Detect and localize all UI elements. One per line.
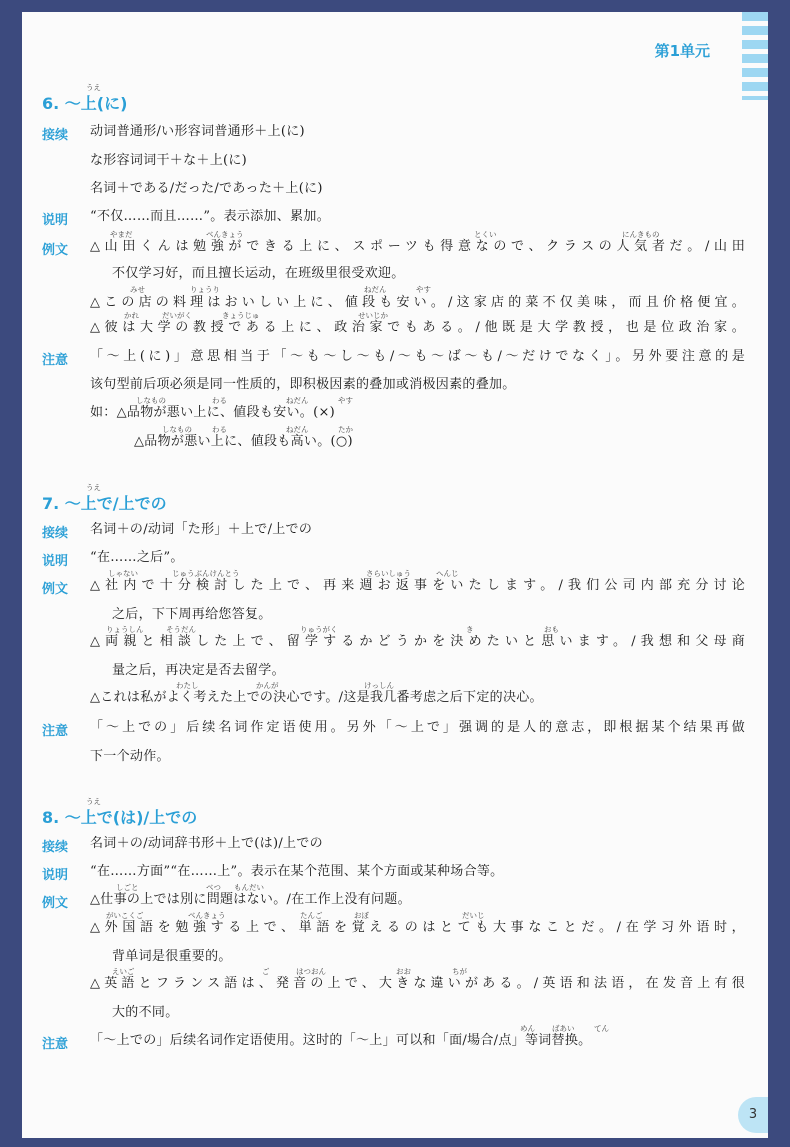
ruby: はつおん (296, 967, 326, 976)
ruby-title: うえ (86, 83, 101, 92)
ruby: しなもの (136, 396, 166, 405)
ruby: べんきょう (206, 230, 244, 239)
example-sentence: △仕事の上では別に問題はない。/在工作上没有问题。 (90, 892, 411, 907)
note-text: 「～上(に)」意思相当于「～も～し～も/～も～ば～も/～だけでなく」。另外要注意的是 (90, 349, 745, 364)
ruby: がいこくご (106, 911, 144, 920)
ruby: わたし (176, 681, 199, 690)
connection-line: な形容词词干＋な＋上(に) (90, 153, 248, 168)
explanation-text: “在……方面”“在……上”。表示在某个范围、某个方面或某种场合等。 (90, 864, 504, 879)
ruby: ねだん (364, 285, 387, 294)
ruby: わる (212, 396, 227, 405)
label-example: 例文 (42, 243, 69, 258)
example-sentence: △英語とフランス語は、発音の上で、大きな違いがある。/英语和法语，在发音上有很 (90, 976, 745, 991)
ruby: かれ (124, 311, 139, 320)
ruby: えいご (112, 967, 135, 976)
ruby: べつ (206, 883, 221, 892)
ruby: そうだん (166, 625, 196, 634)
example-translation: 背单词是很重要的。 (112, 949, 232, 964)
ruby: き (466, 625, 474, 634)
ruby: だいじ (462, 911, 485, 920)
ruby: めん (520, 1024, 535, 1033)
note-example-correct: △品物が悪い上に、値段も高い。(○) (134, 434, 353, 449)
note-text: 该句型前后项必须是同一性质的，即积极因素的叠加或消极因素的叠加。 (90, 377, 516, 392)
example-sentence: △彼は大学の教授である上に、政治家でもある。/他既是大学教授，也是位政治家。 (90, 320, 745, 335)
label-connection: 接续 (42, 128, 69, 143)
explanation-text: “在……之后”。 (90, 550, 184, 565)
note-example-wrong: 如：△品物が悪い上に、値段も安い。(×) (90, 405, 336, 420)
connection-line: 名词＋の/动词「た形」＋上で/上での (90, 522, 313, 537)
ruby: りゅうがく (300, 625, 338, 634)
ruby: しゃない (108, 569, 138, 578)
ruby: じゅうぶんけんとう (172, 569, 240, 578)
section-6-title: 6. ～上(に) (42, 94, 128, 113)
example-translation: 不仅学习好，而且擅长运动，在班级里很受欢迎。 (112, 266, 405, 281)
ruby: わる (212, 425, 227, 434)
ruby: かんが (256, 681, 279, 690)
note-text: 下一个动作。 (90, 749, 170, 764)
label-note: 注意 (42, 1037, 69, 1052)
connection-line: 名词＋である/だった/であった＋上(に) (90, 181, 323, 196)
ruby: とくい (474, 230, 497, 239)
connection-line: 动词普通形/い形容词普通形＋上(に) (90, 124, 305, 139)
example-translation: 之后，下下周再给您答复。 (112, 607, 272, 622)
label-explanation: 说明 (42, 554, 69, 569)
connection-line: 名词＋の/动词辞书形＋上で(は)/上での (90, 836, 323, 851)
ruby: さらいしゅう (366, 569, 411, 578)
example-sentence: △両親と相談した上で、留学するかどうかを決めたいと思います。/我想和父母商 (90, 634, 745, 649)
ruby: りょうり (190, 285, 220, 294)
label-connection: 接续 (42, 840, 69, 855)
ruby: たんご (300, 911, 323, 920)
example-sentence: △山田くんは勉強ができる上に、スポーツも得意なので、クラスの人気者だ。/山田 (90, 239, 745, 254)
explanation-text: “不仅……而且……”。表示添加、累加。 (90, 209, 330, 224)
ruby: ねだん (286, 425, 309, 434)
ruby: せいじか (358, 311, 388, 320)
example-sentence: △外国語を勉強する上で、単語を覚えるのはとても大事なことだ。/在学习外语时， (90, 920, 745, 935)
example-sentence: △これは私がよく考えた上での決心です。/这是我几番考虑之后下定的决心。 (90, 690, 543, 705)
label-note: 注意 (42, 724, 69, 739)
example-sentence: △社内で十分検討した上で、再来週お返事をいたします。/我们公司内部充分讨论 (90, 578, 745, 593)
ruby: おも (544, 625, 559, 634)
ruby-title: うえ (86, 797, 101, 806)
ruby: べんきょう (188, 911, 226, 920)
ruby: きょうじゅ (222, 311, 260, 320)
example-translation: 量之后，再决定是否去留学。 (112, 663, 285, 678)
ruby: たか (338, 425, 353, 434)
ruby: おぼ (354, 911, 369, 920)
ruby: しなもの (162, 425, 192, 434)
section-8-title: 8. ～上で(は)/上での (42, 808, 198, 827)
textbook-page (22, 12, 768, 1138)
example-translation: 大的不同。 (112, 1005, 179, 1020)
ruby: ねだん (286, 396, 309, 405)
ruby: しごと (116, 883, 139, 892)
example-sentence: △この店の料理はおいしい上に、値段も安い。/这家店的菜不仅美味，而且价格便宜。 (90, 295, 745, 310)
ruby: ちが (452, 967, 467, 976)
label-connection: 接续 (42, 526, 69, 541)
ruby: やす (416, 285, 431, 294)
ruby: もんだい (234, 883, 264, 892)
ruby: てん (594, 1024, 609, 1033)
page-number: 3 (738, 1097, 768, 1133)
label-example: 例文 (42, 582, 69, 597)
label-note: 注意 (42, 353, 69, 368)
ruby: おお (396, 967, 411, 976)
note-text: 「～上での」后续名词作定语使用。这时的「～上」可以和「面/場合/点」等词替换。 (90, 1033, 592, 1048)
ruby-title: うえ (86, 483, 101, 492)
ruby: けっしん (364, 681, 394, 690)
label-example: 例文 (42, 896, 69, 911)
unit-label: 第1单元 (654, 42, 710, 60)
ruby: ご (262, 967, 270, 976)
note-text: 「～上での」后续名词作定语使用。另外「～上で」强调的是人的意志，即根据某个结果再做 (90, 720, 745, 735)
decorative-stripes (742, 12, 768, 100)
section-7-title: 7. ～上で/上での (42, 494, 167, 513)
ruby: みせ (130, 285, 145, 294)
ruby: ばあい (552, 1024, 575, 1033)
ruby: だいがく (162, 311, 192, 320)
ruby: へんじ (436, 569, 459, 578)
ruby: やまだ (110, 230, 133, 239)
ruby: やす (338, 396, 353, 405)
label-explanation: 说明 (42, 868, 69, 883)
label-explanation: 说明 (42, 213, 69, 228)
ruby: にんきもの (622, 230, 660, 239)
ruby: りょうしん (106, 625, 144, 634)
